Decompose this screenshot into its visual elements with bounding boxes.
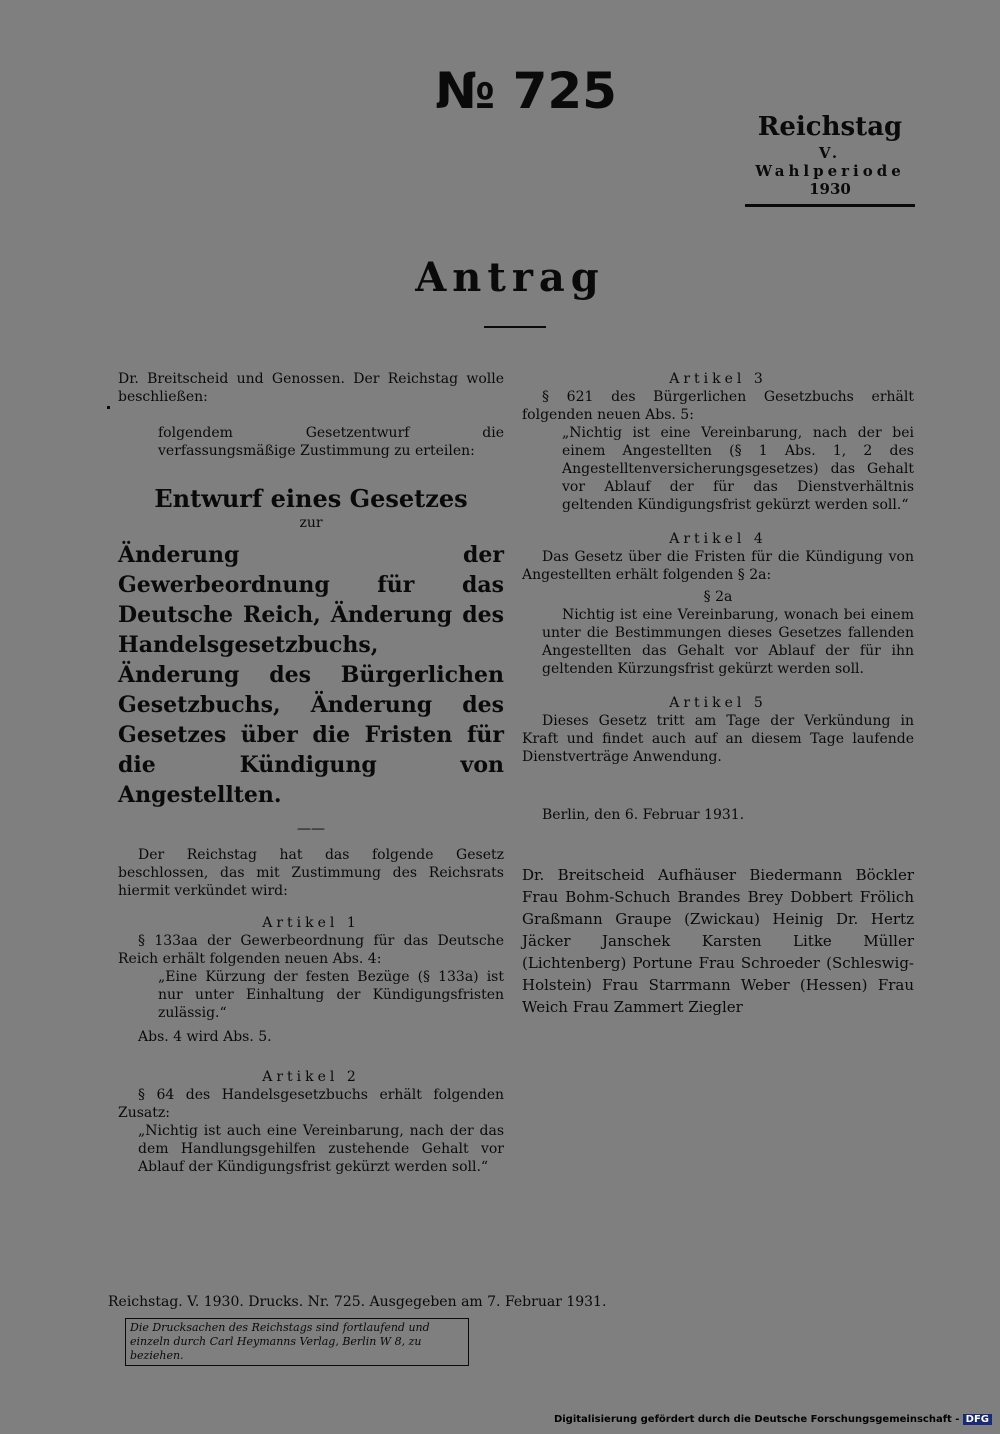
dfg-credit	[554, 1414, 992, 1425]
enactment-clause: Der Reichstag hat das folgende Gesetz beschlossen, das mit Zustimmung des Reichsrats hiermit verkündet wird:	[118, 847, 504, 899]
article-3-quote: „Nichtig ist eine Vereinbarung, nach der bei einem Angestellten (§ 1 Abs. 1, 2 des Angestelltenversicherungsgesetzes) das Gehalt vor Ablauf der für das Dienstverhältnis geltenden Kündigungsfrist gekürzt werden soll.“	[562, 425, 914, 513]
signatories: Dr. Breitscheid Aufhäuser Biedermann Böckler Frau Bohm-Schuch Brandes Brey Dobbert Frölich Graßmann Graupe (Zwickau) Heinig Dr. Hertz Jäcker Janschek Karsten Litke Müller (Lichtenberg) Portune Frau Schroeder (Schleswig-Holstein) Frau Starrmann Weber (Hessen) Frau Weich Frau Zammert Ziegler	[522, 866, 914, 1016]
footer-line: Reichstag. V. 1930. Drucks. Nr. 725. Ausgegeben am 7. Februar 1931.	[108, 1294, 607, 1310]
article-5-text: Dieses Gesetz tritt am Tage der Verkündung in Kraft und findet auch auf an diesem Tage laufende Dienstverträge Anwendung.	[522, 713, 914, 765]
zur-label: zur	[299, 515, 323, 531]
document-title: Antrag	[415, 254, 605, 301]
reichstag-header	[745, 112, 915, 207]
article-3-heading: Artikel 3	[669, 371, 767, 387]
article-1-heading: Artikel 1	[262, 915, 360, 931]
article-5-heading: Artikel 5	[669, 695, 767, 711]
period-label: V. Wahlperiode	[755, 144, 905, 180]
left-column	[118, 370, 504, 1176]
date-line: Berlin, den 6. Februar 1931.	[542, 807, 745, 823]
distribution-notice: Die Drucksachen des Reichstags sind fortlaufend und einzeln durch Carl Heymanns Verlag, Berlin W 8, zu beziehen.	[125, 1318, 469, 1366]
article-2-heading: Artikel 2	[262, 1069, 360, 1085]
intro-text: Dr. Breitscheid und Genossen. Der Reichstag wolle beschließen:	[118, 371, 504, 405]
paragraph-2a-heading: § 2a	[703, 589, 733, 605]
article-4-text: Das Gesetz über die Fristen für die Kündigung von Angestellten erhält folgenden § 2a:	[522, 549, 914, 583]
margin-mark	[107, 406, 110, 409]
right-column	[522, 370, 914, 1018]
credit-text: Digitalisierung gefördert durch die Deutsche Forschungsgemeinschaft -	[553, 1414, 960, 1425]
draft-title: Entwurf eines Gesetzes	[154, 484, 468, 513]
separator-dash: ——	[297, 821, 325, 837]
article-4-quote: Nichtig ist eine Vereinbarung, wonach bei einem unter die Bestimmungen dieses Gesetzes fallenden Angestellten das Gehalt vor Ablauf der für ihn geltenden Kürzungsfrist gekürzt werden soll.	[542, 607, 914, 677]
law-long-title: Änderung der Gewerbeordnung für das Deutsche Reich, Änderung des Handelsgesetzbuchs, Änderung des Bürgerlichen Gesetzbuchs, Änderung des Gesetzes über die Fristen für die Kündigung von Angestellten.	[118, 542, 504, 808]
article-2-quote: „Nichtig ist auch eine Vereinbarung, nach der das dem Handlungsgehilfen zustehende Gehalt vor Ablauf der Kündigungsfrist gekürzt werden soll.“	[138, 1123, 504, 1175]
document-number: № 725	[435, 62, 617, 120]
header-rule	[745, 204, 915, 207]
article-3-text: § 621 des Bürgerlichen Gesetzbuchs erhält folgenden neuen Abs. 5:	[522, 389, 914, 423]
article-1-note: Abs. 4 wird Abs. 5.	[138, 1029, 272, 1045]
year-label: 1930	[809, 180, 851, 198]
dfg-logo: DFG	[963, 1414, 992, 1425]
article-1-quote: „Eine Kürzung der festen Bezüge (§ 133a) ist nur unter Einhaltung der Kündigungsfristen zulässig.“	[158, 969, 504, 1021]
reichstag-label: Reichstag	[757, 112, 903, 142]
article-4-heading: Artikel 4	[669, 531, 767, 547]
consent-text: folgendem Gesetzentwurf die verfassungsmäßige Zustimmung zu erteilen:	[158, 425, 504, 459]
article-2-text: § 64 des Handelsgesetzbuchs erhält folgenden Zusatz:	[118, 1087, 504, 1121]
article-1-text: § 133aa der Gewerbeordnung für das Deutsche Reich erhält folgenden neuen Abs. 4:	[118, 933, 504, 967]
title-rule	[484, 326, 546, 328]
